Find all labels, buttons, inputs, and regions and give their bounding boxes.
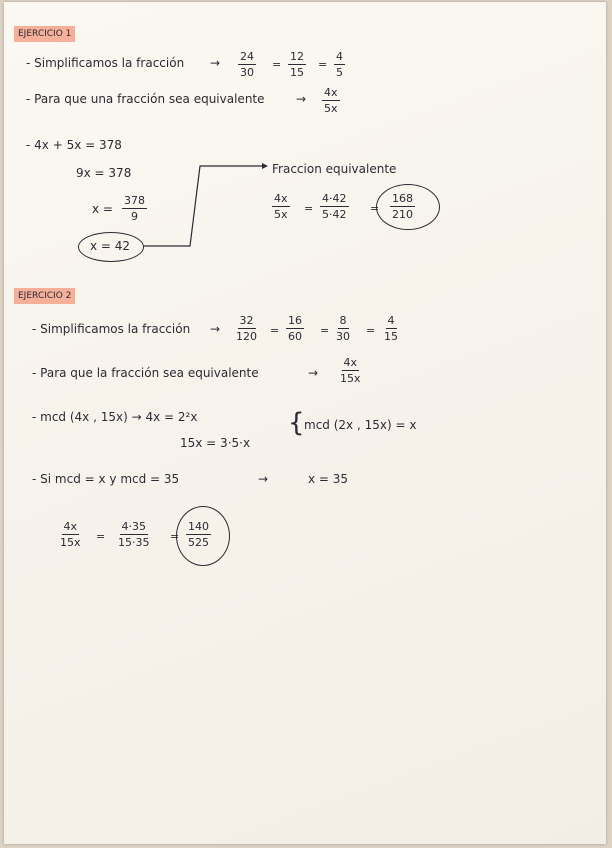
ex1-simplify-label: - Simplificamos la fracción [26, 56, 185, 70]
ex2-fraction-4x-15x-b: $\frac{4x}{15x}$ [60, 520, 81, 549]
ex2-mcd-result: mcd (2x , 15x) = x [304, 418, 417, 432]
ex1-fraction-24-30: $\frac{24}{30}$ [240, 50, 254, 79]
ex2-fraction-4x-15x: $\frac{4x}{15x}$ [340, 356, 361, 385]
ex1-equation-sum: - 4x + 5x = 378 [26, 138, 122, 152]
ex2-mcd-15x: 15x = 3·5·x [180, 436, 251, 450]
ex2-simplify-label: - Simplificamos la fracción [32, 322, 191, 336]
arrow-icon: → [210, 322, 221, 336]
ex2-fraction-16-60: $\frac{16}{60}$ [288, 314, 302, 343]
ex2-fraction-140-525: $\frac{140}{525}$ [188, 520, 209, 549]
equals-sign: = [270, 324, 280, 337]
equivalent-fraction-label: Fraccion equivalente [272, 162, 397, 176]
ex1-result: x = 42 [90, 239, 131, 253]
equals-sign: = [370, 202, 380, 215]
equals-sign: = [170, 530, 180, 543]
notebook-page [4, 2, 606, 844]
ex2-fraction-32-120: $\frac{32}{120}$ [236, 314, 257, 343]
equals-sign: = [320, 324, 330, 337]
arrow-icon: → [210, 56, 221, 70]
ex1-fraction-168-210: $\frac{168}{210}$ [392, 192, 413, 221]
ex2-fraction-4-35: $\frac{4\cdot 35}{15\cdot 35}$ [118, 520, 150, 549]
ex1-equivalent-label: - Para que una fracción sea equivalente [26, 92, 265, 106]
ex1-fraction-4x-5x-b: $\frac{4x}{5x}$ [274, 192, 288, 221]
ex2-si-line: - Si mcd = x y mcd = 35 [32, 472, 180, 486]
ex2-mcd-line: - mcd (4x , 15x) → 4x = 2²x [32, 410, 198, 424]
ex2-x-value: x = 35 [308, 472, 349, 486]
equals-sign: = [272, 58, 282, 71]
arrow-icon: → [296, 92, 307, 106]
ex1-fraction-4-42: $\frac{4\cdot 42}{5\cdot 42}$ [322, 192, 347, 221]
exercise-1-title: EJERCICIO 1 [14, 26, 75, 42]
equals-sign: = [366, 324, 376, 337]
exercise-2-title: EJERCICIO 2 [14, 288, 75, 304]
ex2-fraction-4-15: $\frac{4}{15}$ [384, 314, 398, 343]
arrow-icon: → [258, 472, 269, 486]
arrow-icon: → [308, 366, 319, 380]
brace-icon: { [288, 408, 305, 438]
ex1-equation-9x: 9x = 378 [76, 166, 132, 180]
ex1-equation-x: x = [92, 202, 113, 216]
equals-sign: = [96, 530, 106, 543]
ex2-fraction-8-30: $\frac{8}{30}$ [336, 314, 350, 343]
ex2-equivalent-label: - Para que la fracción sea equivalente [32, 366, 259, 380]
ex1-fraction-378-9: $\frac{378}{9}$ [124, 194, 145, 223]
equals-sign: = [304, 202, 314, 215]
ex1-fraction-4-5: $\frac{4}{5}$ [336, 50, 343, 79]
equals-sign: = [318, 58, 328, 71]
ex1-fraction-4x-5x: $\frac{4x}{5x}$ [324, 86, 338, 115]
connector-line [4, 2, 606, 844]
ex1-fraction-12-15: $\frac{12}{15}$ [290, 50, 304, 79]
